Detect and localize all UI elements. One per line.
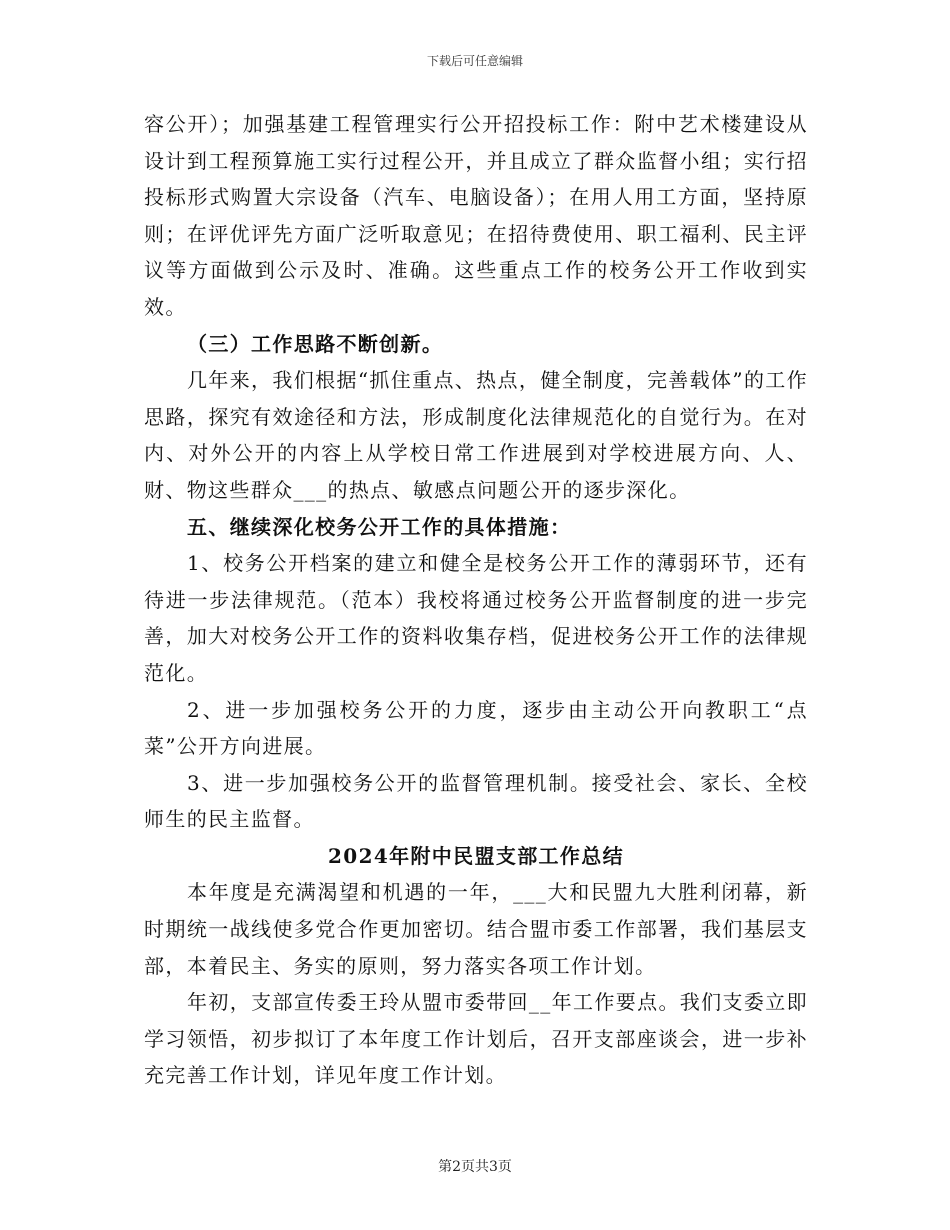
paragraph-year-intro: 本年度是充满渴望和机遇的一年，___大和民盟九大胜利闭幕，新时期统一战线使多党合作更加密切。结合盟市委工作部署，我们基层支部，本着民主、务实的原则，努力落实各项工作计划。 — [144, 880, 808, 978]
document-body — [144, 106, 808, 1094]
paragraph-year-start: 年初，支部宣传委王玲从盟市委带回__年工作要点。我们支委立即学习领悟，初步拟订了本年度工作计划后，召开支部座谈会，进一步补充完善工作计划，详见年度工作计划。 — [144, 990, 808, 1088]
measure-item-2: 2、进一步加强校务公开的力度，逐步由主动公开向教职工“点菜”公开方向进展。 — [144, 697, 808, 759]
measure-item-1: 1、校务公开档案的建立和健全是校务公开工作的薄弱环节，还有待进一步法律规范。（范本）我校将通过校务公开监督制度的进一步完善，加大对校务公开工作的资料收集存档，促进校务公开工作的法律规范化。 — [144, 551, 808, 685]
section-heading-3: （三）工作思路不断创新。 — [187, 331, 444, 356]
page-footer-number: 第2页共3页 — [438, 1159, 512, 1175]
document-title: 2024年附中民盟支部工作总结 — [328, 843, 624, 868]
paragraph-work-ideas: 几年来，我们根据“抓住重点、热点，健全制度，完善载体”的工作思路，探究有效途径和方法，形成制度化法律规范化的自觉行为。在对内、对外公开的内容上从学校日常工作进展到对学校进展方向、人、财、物这些群众___的热点、敏感点问题公开的逐步深化。 — [144, 368, 808, 502]
section-heading-5: 五、继续深化校务公开工作的具体措施： — [187, 514, 572, 539]
paragraph-continuation: 容公开）；加强基建工程管理实行公开招投标工作：附中艺术楼建设从设计到工程预算施工实行过程公开，并且成立了群众监督小组；实行招投标形式购置大宗设备（汽车、电脑设备）；在用人用工方面，坚持原则；在评优评先方面广泛听取意见；在招待费使用、职工福利、民主评议等方面做到公示及时、准确。这些重点工作的校务公开工作收到实效。 — [144, 112, 808, 319]
measure-item-3: 3、进一步加强校务公开的监督管理机制。接受社会、家长、全校师生的民主监督。 — [144, 770, 808, 832]
page-header-note: 下载后可任意编辑 — [426, 54, 523, 68]
